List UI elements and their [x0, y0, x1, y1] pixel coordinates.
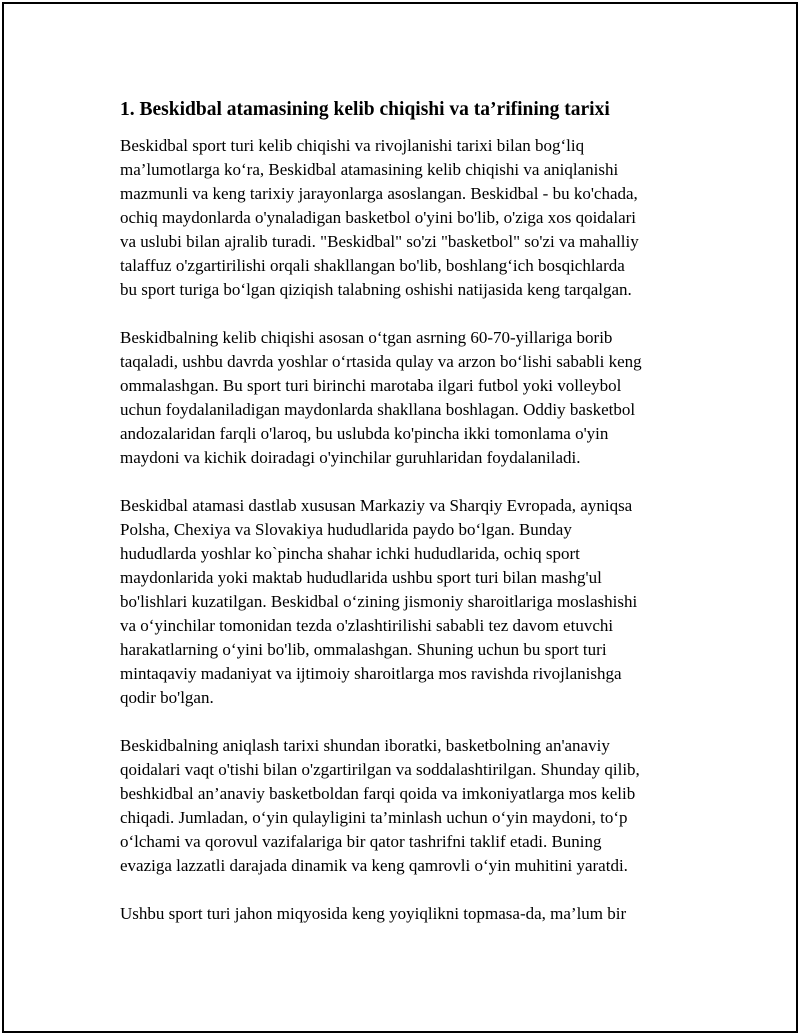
paragraph-3 [120, 494, 700, 710]
text-line: chiqadi. Jumladan, o‘yin qulayligini ta’minlash uchun o‘yin maydoni, to‘p [120, 808, 628, 827]
text-line: Beskidbalning kelib chiqishi asosan o‘tgan asrning 60-70-yillariga borib [120, 328, 613, 347]
text-line: taqaladi, ushbu davrda yoshlar o‘rtasida qulay va arzon bo‘lishi sababli keng [120, 352, 642, 371]
paragraph-4 [120, 734, 700, 878]
text-line: harakatlarning o‘yini bo'lib, ommalashgan. Shuning uchun bu sport turi [120, 640, 607, 659]
text-line: qodir bo'lgan. [120, 688, 214, 707]
text-line: Ushbu sport turi jahon miqyosida keng yoyiqlikni topmasa-da, ma’lum bir [120, 904, 627, 923]
text-line: va uslubi bilan ajralib turadi. "Beskidbal" so'zi "basketbol" so'zi va mahalliy [120, 232, 639, 251]
text-line: andozalaridan farqli o'laroq, bu uslubda ko'pincha ikki tomonlama o'yin [120, 424, 609, 443]
text-line: o‘lchami va qorovul vazifalariga bir qator tashrifni taklif etadi. Buning [120, 832, 602, 851]
text-line: hududlarda yoshlar ko`pincha shahar ichki hududlarida, ochiq sport [120, 544, 580, 563]
text-line: uchun foydalaniladigan maydonlarda shakllana boshlagan. Oddiy basketbol [120, 400, 636, 419]
paragraph-5 [120, 902, 700, 926]
text-line: maydoni va kichik doiradagi o'yinchilar guruhlaridan foydalaniladi. [120, 448, 581, 467]
text-line: Beskidbal atamasi dastlab xususan Markaziy va Sharqiy Evropada, ayniqsa [120, 496, 633, 515]
text-line: maydonlarida yoki maktab hududlarida ushbu sport turi bilan mashg'ul [120, 568, 602, 587]
paragraph-2 [120, 326, 700, 470]
page-frame [2, 2, 798, 1033]
text-line: Beskidbal sport turi kelib chiqishi va rivojlanishi tarixi bilan bog‘liq [120, 136, 585, 155]
text-line: evaziga lazzatli darajada dinamik va keng qamrovli o‘yin muhitini yaratdi. [120, 856, 628, 875]
text-line: ma’lumotlarga ko‘ra, Beskidbal atamasining kelib chiqishi va aniqlanishi [120, 160, 619, 179]
text-line: bo'lishlari kuzatilgan. Beskidbal o‘zining jismoniy sharoitlariga moslashishi [120, 592, 638, 611]
text-line: mazmunli va keng tarixiy jarayonlarga asoslangan. Beskidbal - bu ko'chada, [120, 184, 638, 203]
text-line: Polsha, Chexiya va Slovakiya hududlarida paydo bo‘lgan. Bunday [120, 520, 572, 539]
text-line: bu sport turiga bo‘lgan qiziqish talabning oshishi natijasida keng tarqalgan. [120, 280, 632, 299]
paragraph-1 [120, 134, 700, 302]
text-line: ommalashgan. Bu sport turi birinchi marotaba ilgari futbol yoki volleybol [120, 376, 622, 395]
text-line: mintaqaviy madaniyat va ijtimoiy sharoitlarga mos ravishda rivojlanishga [120, 664, 622, 683]
text-line: va o‘yinchilar tomonidan tezda o'zlashtirilishi sababli tez davom etuvchi [120, 616, 614, 635]
text-line: ochiq maydonlarda o'ynaladigan basketbol o'yini bo'lib, o'ziga xos qoidalari [120, 208, 636, 227]
document-body [120, 98, 700, 950]
text-line: beshkidbal an’anaviy basketboldan farqi qoida va imkoniyatlarga mos kelib [120, 784, 636, 803]
text-line: talaffuz o'zgartirilishi orqali shakllangan bo'lib, boshlang‘ich bosqichlarda [120, 256, 625, 275]
section-heading: 1. Beskidbal atamasining kelib chiqishi va ta’rifining tarixi [120, 99, 610, 120]
text-line: qoidalari vaqt o'tishi bilan o'zgartirilgan va soddalashtirilgan. Shunday qilib, [120, 760, 640, 779]
text-line: Beskidbalning aniqlash tarixi shundan iboratki, basketbolning an'anaviy [120, 736, 610, 755]
